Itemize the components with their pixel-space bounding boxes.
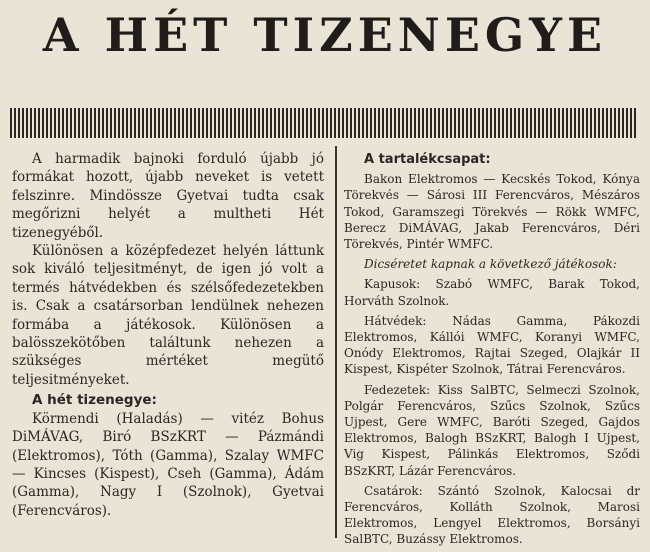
- intro-paragraph: A harmadik bajnoki forduló újabb jó formákat hozott, újabb neveket is vetett felszinre. Mindössze Gyetvai tudta csak megőrizni helyét a multheti Hét tizenegyéből.: [12, 151, 324, 241]
- forwards-list: Csatárok: Szántó Szolnok, Kalocsai dr Ferencváros, Kolláth Szolnok, Marosi Elektromos, Lengyel Elektromos, Borsányi SalBTC, Buzássy Elektromos.: [344, 483, 640, 547]
- decorative-rule: [10, 108, 636, 138]
- reserve-heading: A tartalékcsapat:: [364, 152, 491, 167]
- right-column: [344, 150, 640, 552]
- praise-heading: Dicséretet kapnak a következő játékosok:: [364, 257, 617, 272]
- headline: A HÉT TIZENEGYE: [42, 8, 608, 62]
- analysis-paragraph: Különösen a középfedezet helyén láttunk sok kiváló teljesitményt, de igen jó volt a termés hátvédekben és szélsőfedezetekben is. Csak a csatársorban lendülnek nehezen formába a játékosok. Különösen a balösszekötőben találtunk nehezen a szükséges mértéket megütő teljesitményeket.: [12, 243, 324, 388]
- goalkeepers-list: Kapusok: Szabó WMFC, Barak Tokod, Horváth Szolnok.: [344, 277, 640, 308]
- backs-list: Hátvédek: Nádas Gamma, Pákozdi Elektromos, Kállói WMFC, Koranyi WMFC, Onódy Elektromos, Rajtai Szeged, Olajkár II Kispest, Kispéter Szolnok, Tátrai Ferencváros.: [344, 313, 640, 377]
- column-divider: [335, 146, 337, 538]
- team-lineup: Körmendi (Haladás) — vitéz Bohus DiMÁVAG, Biró BSzKRT — Pázmándi (Elektromos), Tóth (Gamma), Szalay WMFC — Kincses (Kispest), Cseh (Gamma), Ádám (Gamma), Nagy I (Szolnok), Gyetvai (Ferencváros).: [12, 410, 324, 519]
- left-column: [12, 150, 324, 520]
- halfbacks-list: Fedezetek: Kiss SalBTC, Selmeczi Szolnok, Polgár Ferencváros, Szűcs Szolnok, Szűcs Ujpest, Gere WMFC, Baróti Szeged, Gajdos Elektromos, Balogh BSzKRT, Balogh I Ujpest, Vig Kispest, Pálinkás Elektromos, Sződi BSzKRT, Lázár Ferencváros.: [344, 382, 640, 478]
- team-heading: A hét tizenegye:: [32, 392, 157, 409]
- reserve-lineup: Bakon Elektromos — Kecskés Tokod, Kónya Törekvés — Sárosi III Ferencváros, Mészáros Tokod, Garamszegi Törekvés — Rökk WMFC, Berecz DiMÁVAG, Jakab Ferencváros, Déri Törekvés, Pintér WMFC.: [344, 172, 640, 252]
